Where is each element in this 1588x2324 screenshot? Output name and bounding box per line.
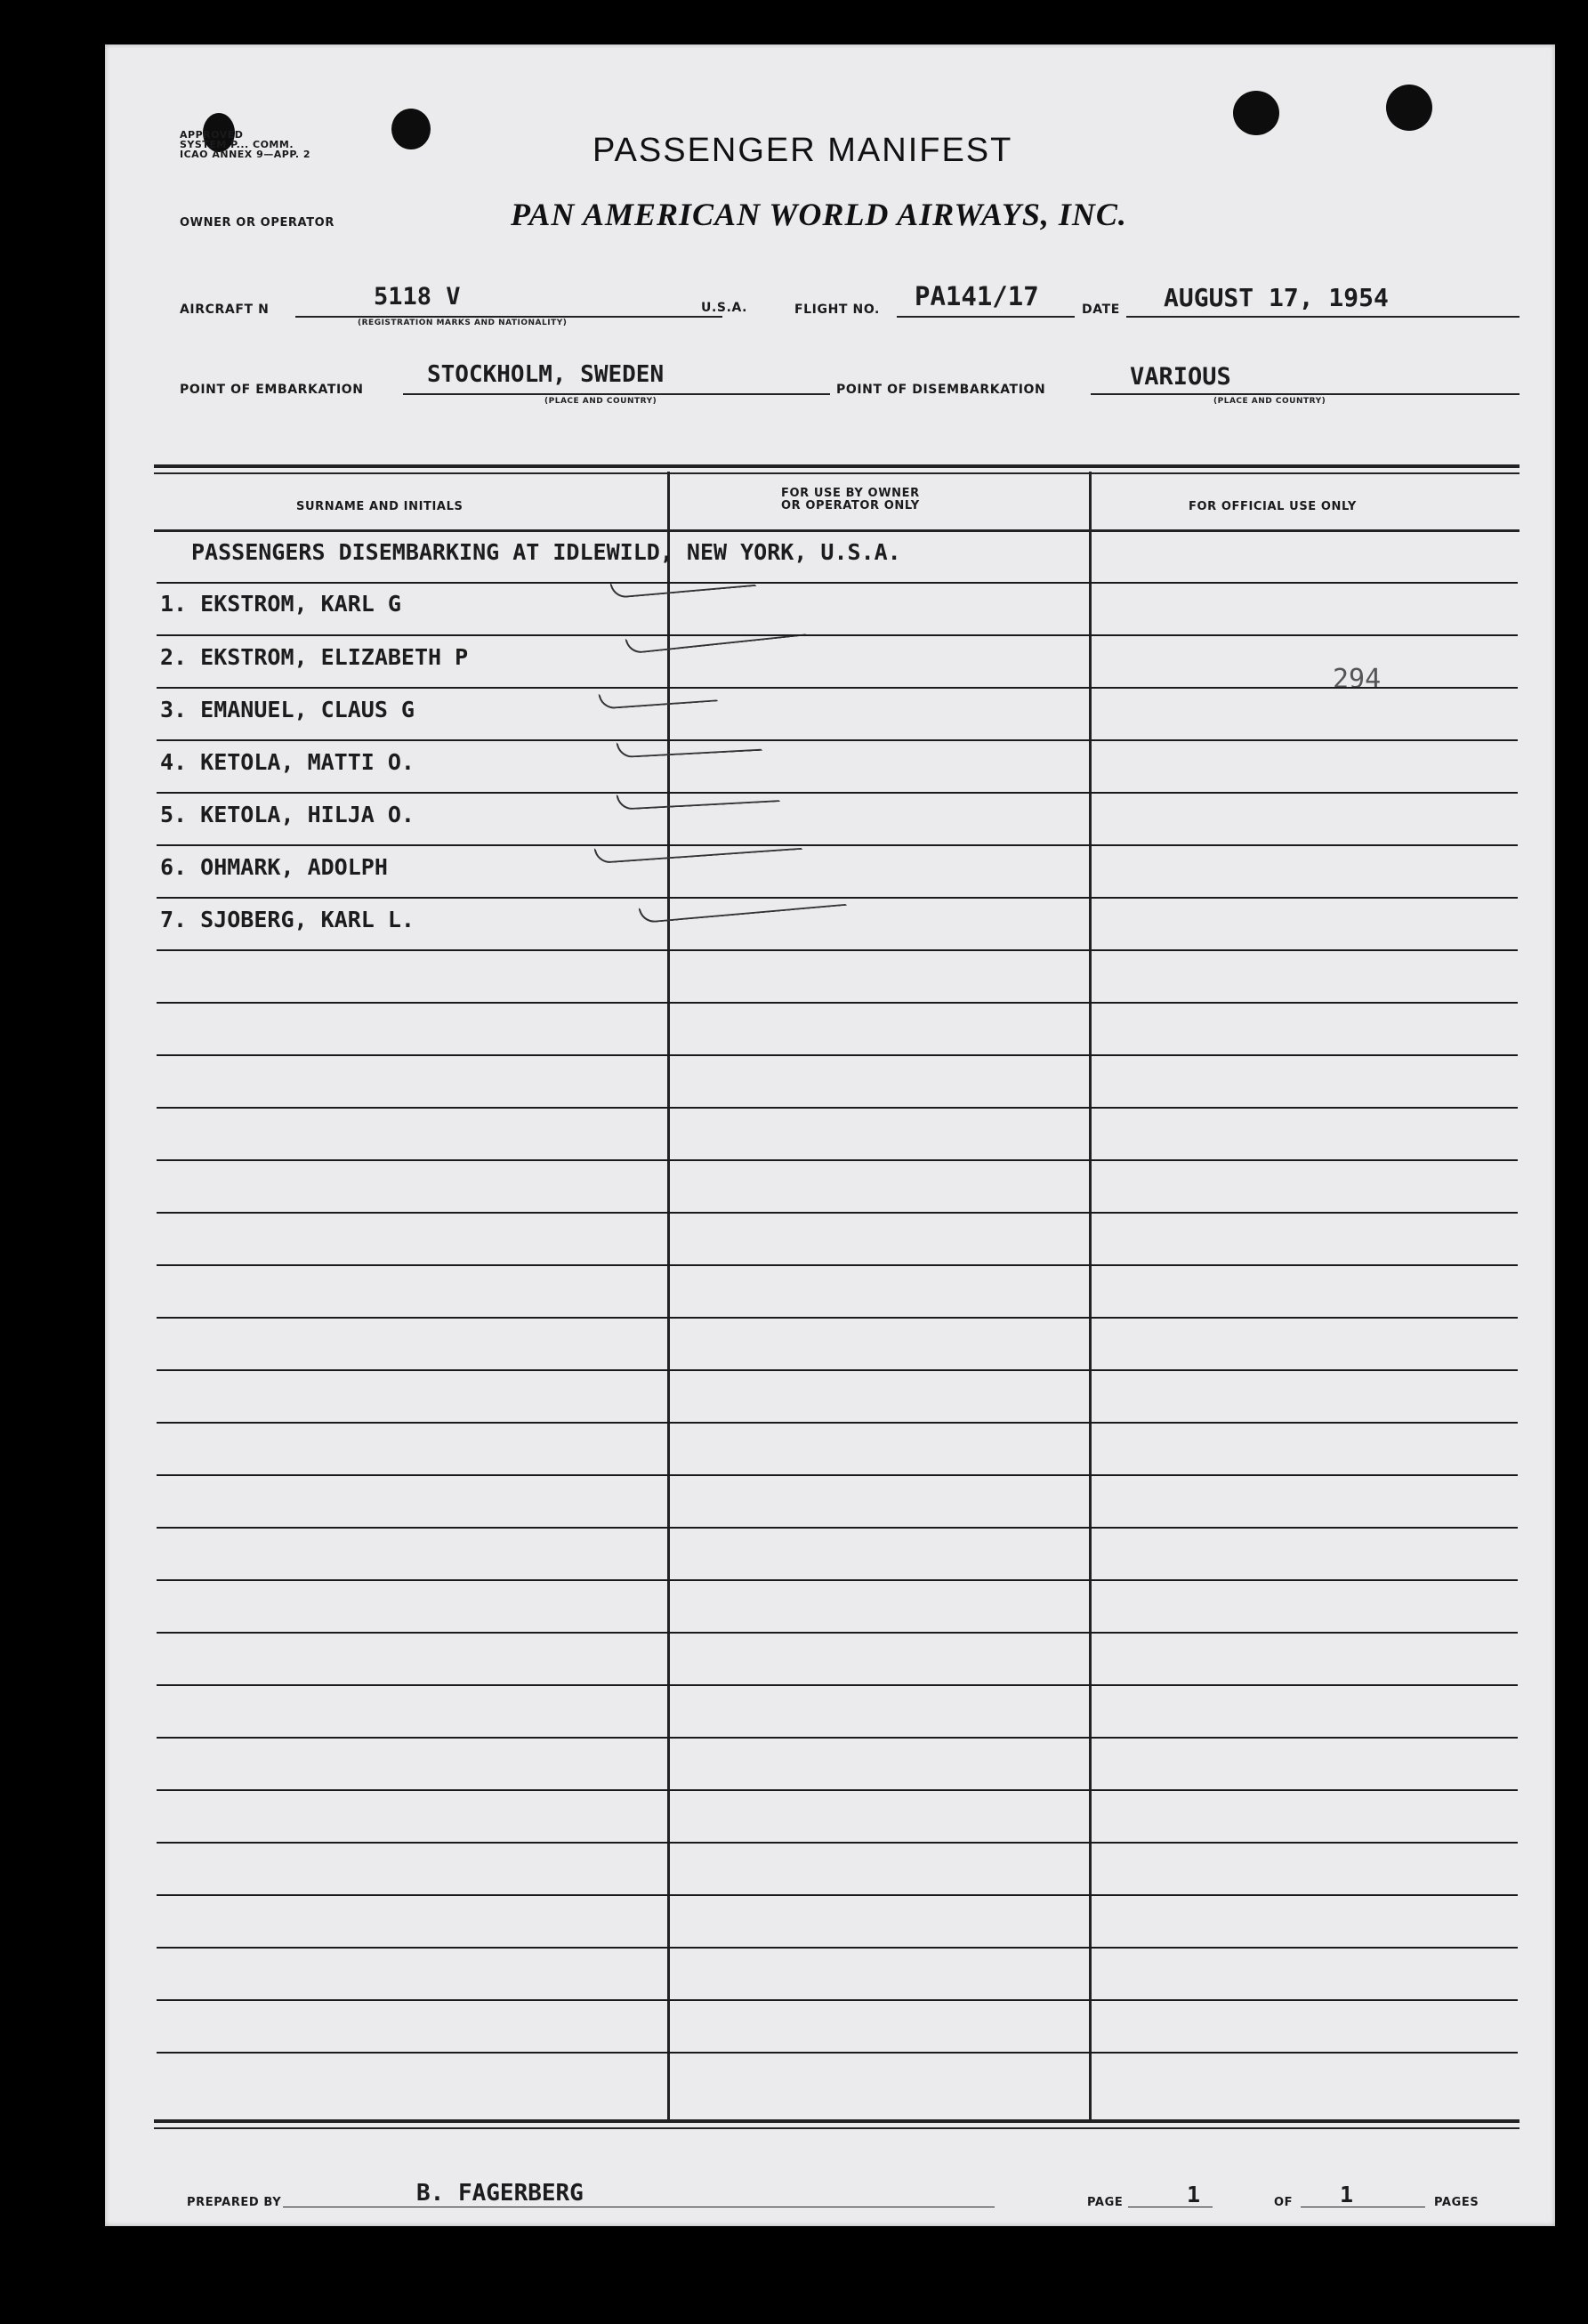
table-row-rule (157, 1684, 1518, 1686)
official-note: 294 (1333, 664, 1382, 695)
section-heading: PASSENGERS DISEMBARKING AT IDLEWILD, NEW YORK, U.S.A. (191, 539, 901, 565)
table-row-rule (157, 1579, 1518, 1581)
table-row-rule (157, 1999, 1518, 2001)
table-row-rule (157, 1894, 1518, 1896)
table-row-rule (157, 1002, 1518, 1004)
table-row-rule (157, 1842, 1518, 1844)
aircraft-label: AIRCRAFT N (180, 303, 270, 317)
table-row-rule (157, 1107, 1518, 1109)
table-row-rule (157, 1947, 1518, 1949)
stamp-line: ICAO ANNEX 9—APP. 2 (180, 149, 311, 160)
table-row-rule (157, 1632, 1518, 1634)
aircraft-caption: (REGISTRATION MARKS AND NATIONALITY) (358, 319, 568, 327)
prepared-by-name: B. FAGERBERG (416, 2180, 584, 2207)
owner-label: OWNER OR OPERATOR (180, 216, 335, 230)
page-title: PASSENGER MANIFEST (592, 132, 1013, 169)
embarkation-place: STOCKHOLM, SWEDEN (427, 361, 665, 388)
page-label: PAGE (1087, 2196, 1124, 2209)
of-label: OF (1274, 2196, 1294, 2209)
airline-name: PAN AMERICAN WORLD AIRWAYS, INC. (511, 197, 1127, 232)
date-label: DATE (1082, 303, 1120, 317)
check-mark (594, 834, 803, 864)
passenger-entry: 3. EMANUEL, CLAUS G (160, 697, 415, 722)
aircraft-registration: 5118 V (374, 283, 461, 311)
punch-hole (1386, 85, 1432, 131)
embarkation-underline (403, 393, 830, 395)
table-row-rule (157, 949, 1518, 951)
table-row-rule (157, 1527, 1518, 1529)
page-number: 1 (1187, 2182, 1201, 2207)
column-divider (667, 472, 670, 2119)
check-mark (625, 619, 808, 654)
table-row-rule (157, 582, 1518, 584)
check-mark (610, 570, 757, 599)
table-row-rule (157, 1422, 1518, 1424)
embarkation-caption: (PLACE AND COUNTRY) (544, 397, 657, 406)
table-top-rule (154, 472, 1519, 474)
column-header-line: FOR USE BY OWNER (781, 487, 920, 500)
table-row-rule (157, 844, 1518, 846)
punch-hole (1233, 91, 1279, 135)
page-total: 1 (1340, 2182, 1354, 2207)
table-row-rule (157, 1369, 1518, 1371)
passenger-entry: 2. EKSTROM, ELIZABETH P (160, 644, 469, 670)
passenger-entry: 7. SJOBERG, KARL L. (160, 907, 415, 932)
table-row-rule (157, 1317, 1518, 1319)
header-rule (154, 529, 1519, 532)
table-row-rule (157, 634, 1518, 636)
column-header-surname: SURNAME AND INITIALS (296, 500, 464, 513)
flight-label: FLIGHT NO. (794, 303, 880, 317)
table-row-rule (157, 792, 1518, 794)
table-row-rule (157, 1789, 1518, 1791)
disembarkation-underline (1091, 393, 1519, 395)
aircraft-underline (295, 316, 722, 318)
table-row-rule (157, 1474, 1518, 1476)
column-header-official: FOR OFFICIAL USE ONLY (1189, 500, 1357, 513)
passenger-entry: 1. EKSTROM, KARL G (160, 591, 401, 617)
column-divider (1089, 472, 1092, 2119)
disembarkation-caption: (PLACE AND COUNTRY) (1213, 397, 1326, 406)
nationality-label: U.S.A. (701, 301, 748, 315)
table-row-rule (157, 1159, 1518, 1161)
punch-hole (391, 109, 431, 149)
check-mark (617, 786, 781, 811)
table-row-rule (157, 1737, 1518, 1739)
table-row-rule (157, 897, 1518, 899)
date-underline (1126, 316, 1519, 318)
stamp-line: APPROVED (180, 129, 244, 141)
stamp-line: SYSTEM P... COMM. (180, 139, 294, 150)
flight-number: PA141/17 (915, 281, 1039, 311)
flight-underline (897, 316, 1075, 318)
table-bottom-rule (154, 2127, 1519, 2129)
approval-stamp (180, 130, 310, 159)
passenger-entry: 4. KETOLA, MATTI O. (160, 749, 415, 775)
disembarkation-label: POINT OF DISEMBARKATION (836, 383, 1046, 397)
passenger-entry: 5. KETOLA, HILJA O. (160, 802, 415, 827)
table-row-rule (157, 1212, 1518, 1214)
check-mark (599, 685, 719, 709)
column-header-line: OR OPERATOR ONLY (781, 499, 920, 512)
pages-label: PAGES (1434, 2196, 1479, 2209)
table-row-rule (157, 2052, 1518, 2054)
check-mark (617, 735, 763, 759)
disembarkation-place: VARIOUS (1130, 363, 1231, 391)
table-top-rule (154, 464, 1519, 468)
table-row-rule (157, 739, 1518, 741)
passenger-entry: 6. OHMARK, ADOLPH (160, 854, 388, 880)
embarkation-label: POINT OF EMBARKATION (180, 383, 364, 397)
table-row-rule (157, 1264, 1518, 1266)
manifest-sheet (105, 44, 1555, 2226)
table-row-rule (157, 1054, 1518, 1056)
manifest-date: AUGUST 17, 1954 (1164, 283, 1389, 312)
table-row-rule (157, 687, 1518, 689)
column-header-owner-use (781, 488, 920, 512)
prepared-by-label: PREPARED BY (187, 2196, 282, 2209)
table-bottom-rule (154, 2119, 1519, 2123)
